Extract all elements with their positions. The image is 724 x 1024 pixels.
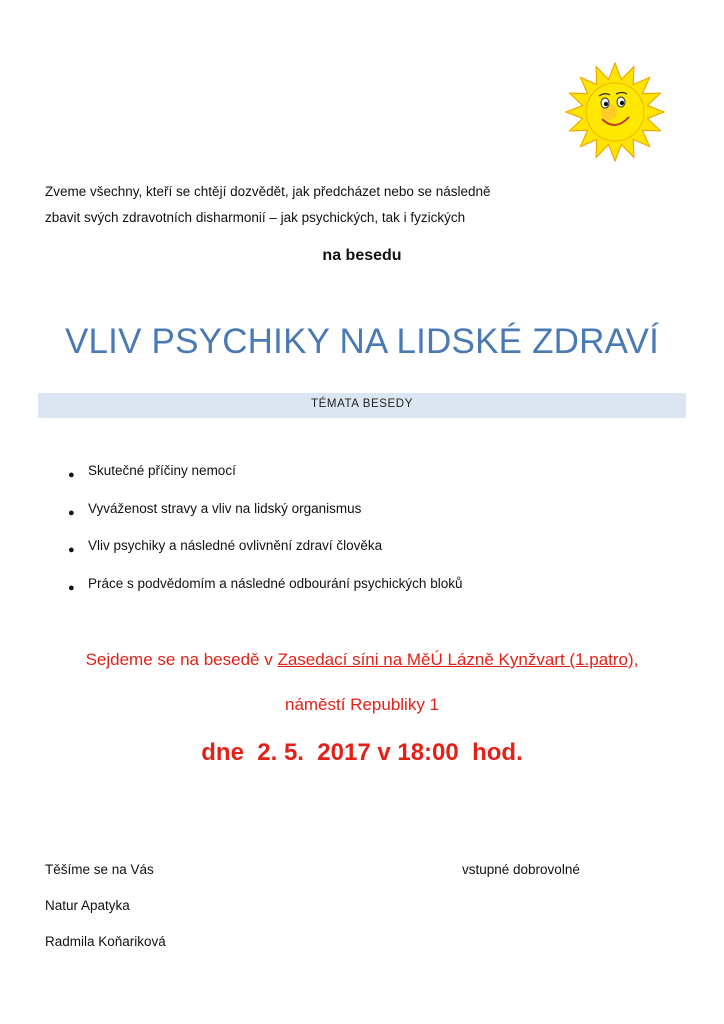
meeting-place: Zasedací síni na MěÚ Lázně Kynžvart (1.patro) <box>277 650 634 669</box>
topic-text: Skutečné příčiny nemocí <box>88 463 236 478</box>
topic-text: Vliv psychiky a následné ovlivnění zdraví člověka <box>88 538 383 553</box>
topics-list <box>68 461 462 611</box>
bullet-icon: ● <box>68 544 75 556</box>
list-item <box>68 574 462 612</box>
topics-heading-band <box>38 393 686 418</box>
intro-line-2: zbavit svých zdravotních disharmonií – jak psychických, tak i fyzických <box>45 210 466 225</box>
organizer: Natur Apatyka <box>45 898 130 913</box>
entry-fee-note: vstupné dobrovolné <box>462 862 580 877</box>
topic-text: Vyváženost stravy a vliv na lidský organismus <box>88 500 362 516</box>
meeting-date: dne 2. 5. 2017 v 18:00 hod. <box>201 739 523 766</box>
topics-heading: TÉMATA BESEDY <box>311 398 413 410</box>
list-item <box>68 536 462 574</box>
meeting-address: náměstí Republiky 1 <box>284 695 440 714</box>
list-item <box>68 461 462 499</box>
bullet-icon: ● <box>68 469 75 481</box>
smiling-sun-icon <box>565 62 665 162</box>
meeting-prefix: Sejdeme se na besedě v <box>85 650 278 669</box>
bullet-icon: ● <box>68 506 75 519</box>
page-title: VLIV PSYCHIKY NA LIDSKÉ ZDRAVÍ <box>64 322 660 361</box>
meeting-line <box>0 650 724 670</box>
list-item <box>68 499 462 537</box>
subtitle: na besedu <box>322 247 402 264</box>
bullet-icon: ● <box>68 581 75 594</box>
topic-text: Práce s podvědomím a následné odbourání psychických bloků <box>88 575 463 591</box>
greeting: Těšíme se na Vás <box>45 862 154 877</box>
organizer-person: Radmila Koňariková <box>45 934 166 949</box>
intro-line-1: Zveme všechny, kteří se chtějí dozvědět, jak předcházet nebo se následně <box>45 184 491 199</box>
meeting-suffix: , <box>633 650 639 669</box>
